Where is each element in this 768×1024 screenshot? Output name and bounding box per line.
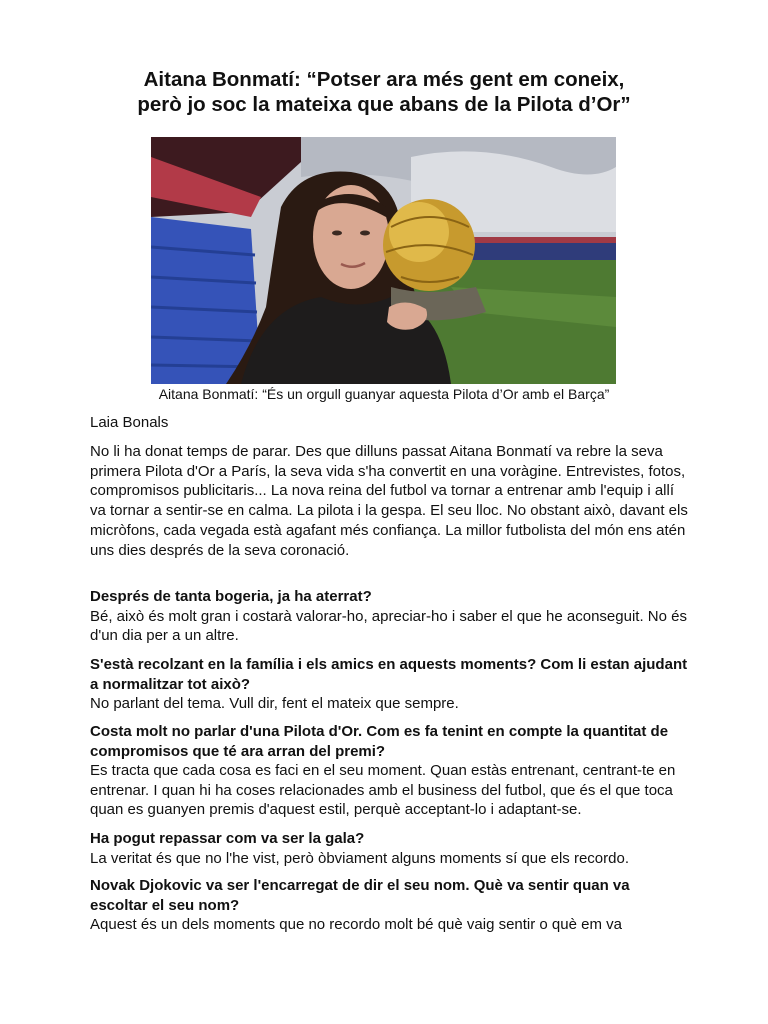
photo-far-stands [451, 242, 616, 260]
question: Novak Djokovic va ser l'encarregat de dir el seu nom. Què va sentir quan va escoltar el seu nom? [90, 877, 630, 914]
answer: No parlant del tema. Vull dir, fent el mateix que sempre. [90, 695, 459, 712]
photo-far-roof [451, 237, 616, 243]
answer: Bé, això és molt gran i costarà valorar-ho, apreciar-ho i saber el que he aconseguit. No és d'un dia per a un altre. [90, 607, 687, 644]
article-title-line-2: però jo soc la mateixa que abans de la Pilota d’Or” [137, 93, 631, 116]
article-title [60, 67, 708, 117]
article-photo [151, 137, 616, 384]
question: S'està recolzant en la família i els amics en aquests moments? Com li estan ajudant a normalitzar tot això? [90, 656, 688, 693]
question: Ha pogut repassar com va ser la gala? [90, 830, 365, 847]
qa-block [90, 876, 690, 935]
qa-block [90, 722, 690, 820]
qa-block [90, 587, 690, 646]
article-intro: No li ha donat temps de parar. Des que dilluns passat Aitana Bonmatí va rebre la seva primera Pilota d'Or a París, la seva vida s'ha convertit en una voràgine. Entrevistes, fotos, compromisos publicitaris... La nova reina del futbol va tornar a entrenar amb l'equip i allí va tornar a sentir-se en calma. La pilota i la gespa. El seu lloc. No obstant això, davant els micròfons, cada vegada està agafant més confiança. La millor futbolista del món ens atén uns dies després de la seva coronació. [90, 443, 688, 559]
photo-eye-left [332, 231, 342, 236]
qa-block [90, 655, 690, 714]
answer: Es tracta que cada cosa es faci en el seu moment. Quan estàs entrenant, centrant-te en entrenar. I quan hi ha coses relacionades amb el business del futbol, que és el que toca quan es guanyen premis d'aquest estil, perquè acceptant-lo i adaptant-se. [90, 762, 676, 818]
answer: Aquest és un dels moments que no recordo molt bé què vaig sentir o què em va [90, 916, 622, 933]
qa-block [90, 829, 690, 868]
answer: La veritat és que no l'he vist, però òbviament alguns moments sí que els recordo. [90, 849, 629, 867]
photo-eye-right [360, 231, 370, 236]
article-title-line-1: Aitana Bonmatí: “Potser ara més gent em coneix, [143, 68, 625, 91]
photo-caption: Aitana Bonmatí: “És un orgull guanyar aquesta Pilota d’Or amb el Barça” [158, 386, 610, 402]
article-author: Laia Bonals [90, 414, 169, 431]
photo-trophy-highlight [389, 202, 449, 262]
question: Costa molt no parlar d'una Pilota d'Or. Com es fa tenint en compte la quantitat de compromisos que té ara arran del premi? [90, 723, 669, 760]
question: Després de tanta bogeria, ja ha aterrat? [90, 588, 372, 605]
